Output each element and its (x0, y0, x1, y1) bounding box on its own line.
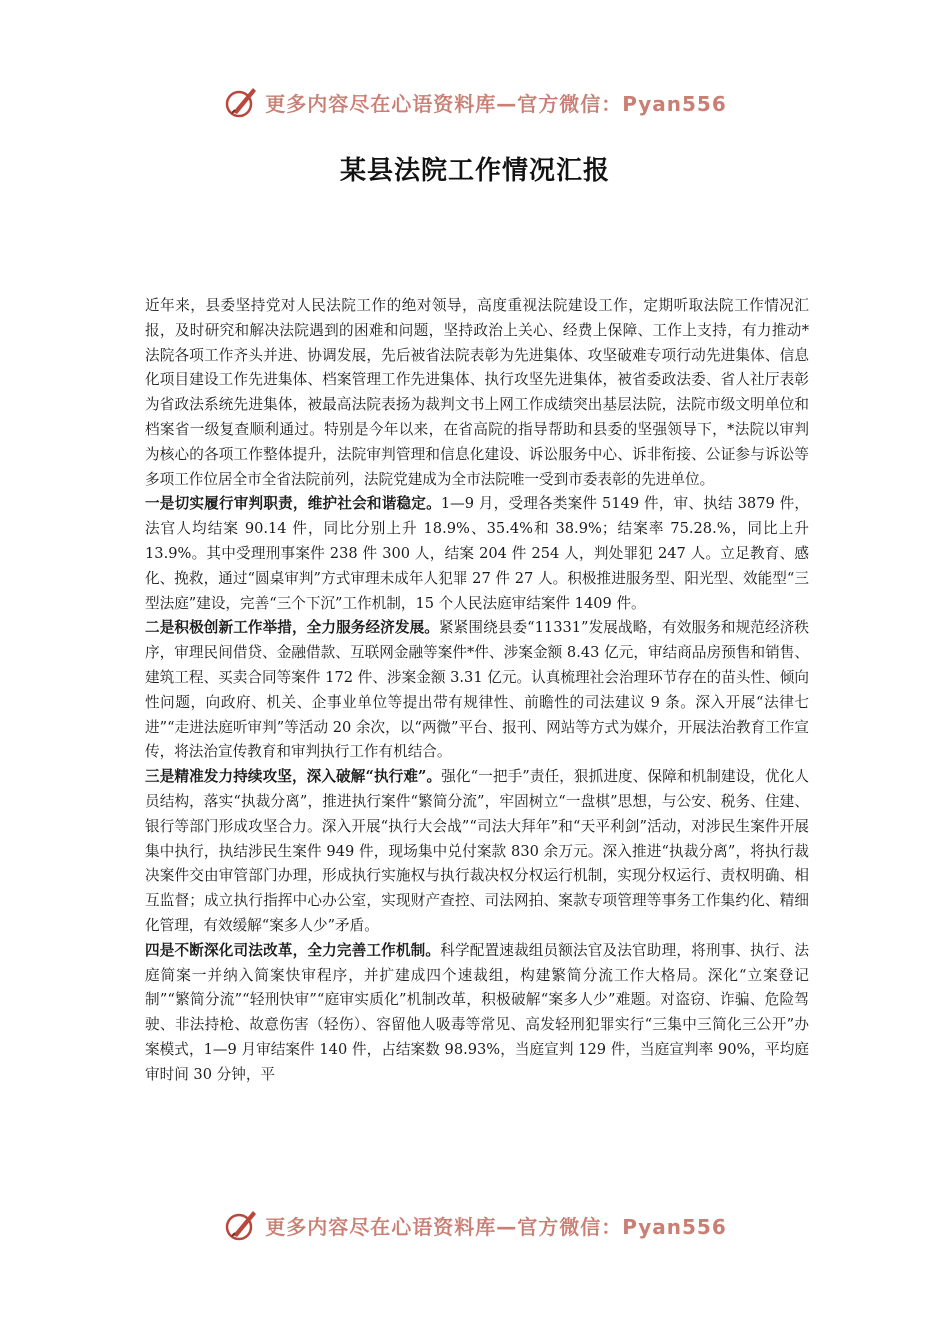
section-paragraph (145, 616, 809, 765)
quill-logo-icon (223, 84, 259, 120)
section-body: 强化“一把手”责任，狠抓进度、保障和机制建设，优化人员结构，落实“执裁分离”，推进执行案件“繁简分流”，牢固树立“一盘棋”思想，与公安、税务、住建、银行等部门形成攻坚合力。深入开展“执行大会战”“司法大拜年”和“天平利剑”活动，对涉民生案件开展集中执行，执结涉民生案件 949 件，现场集中兑付案款 830 余万元。深入推进“执裁分离”，将执行裁决案件交由审管部门办理，形成执行实施权与执行裁决权分权运行机制，实现分权运行、责权明确、相互监督；成立执行指挥中心办公室，实现财产查控、司法网拍、案款专项管理等事务工作集约化、精细化管理，有效缓解“案多人少”矛盾。 (145, 768, 809, 934)
section-heading: 三是精准发力持续攻坚，深入破解“执行难”。 (145, 768, 442, 786)
header-banner (0, 84, 950, 120)
document-body (145, 294, 809, 1088)
banner-text: 更多内容尽在心语资料库—官方微信：Pyan556 (265, 91, 727, 116)
footer-banner (0, 1207, 950, 1243)
quill-logo-icon (223, 1207, 259, 1243)
section-body: 紧紧围绕县委“11331”发展战略，有效服务和规范经济秩序，审理民间借贷、金融借款、互联网金融等案件*件、涉案金额 8.43 亿元，审结商品房预售和销售、建筑工程、买卖合同等案件 172 件、涉案金额 3.31 亿元。认真梳理社会治理环节存在的苗头性、倾向性问题，向政府、机关、企事业单位等提出带有规律性、前瞻性的司法建议 9 条。深入开展“法律七进”“走进法庭听审判”等活动 20 余次，以“两微”平台、报刊、网站等方式为媒介，开展法治教育工作宣传，将法治宣传教育和审判执行工作有机结合。 (145, 619, 809, 761)
intro-paragraph: 近年来，县委坚持党对人民法院工作的绝对领导，高度重视法院建设工作，定期听取法院工作情况汇报，及时研究和解决法院遇到的困难和问题，坚持政治上关心、经费上保障、工作上支持，有力推动*法院各项工作齐头并进、协调发展，先后被省法院表彰为先进集体、攻坚破难专项行动先进集体、信息化项目建设工作先进集体、档案管理工作先进集体、执行攻坚先进集体，被省委政法委、省人社厅表彰为省政法系统先进集体，被最高法院表扬为裁判文书上网工作成绩突出基层法院，法院市级文明单位和档案省一级复查顺利通过。特别是今年以来，在省高院的指导帮助和县委的坚强领导下，*法院以审判为核心的各项工作整体提升，法院审判管理和信息化建设、诉讼服务中心、诉非衔接、公证参与诉讼等多项工作位居全市全省法院前列，法院党建成为全市法院唯一受到市委表彰的先进单位。 (145, 297, 809, 488)
section-paragraph (145, 492, 809, 616)
section-body: 科学配置速裁组员额法官及法官助理，将刑事、执行、法庭简案一并纳入简案快审程序，并扩建成四个速裁组，构建繁简分流工作大格局。深化“立案登记制”“繁简分流”“轻刑快审”“庭审实质化”机制改革，积极破解“案多人少”难题。对盗窃、诈骗、危险驾驶、非法持枪、故意伤害（轻伤）、容留他人吸毒等常见、高发轻刑犯罪实行“三集中三简化三公开”办案模式，1—9 月审结案件 140 件，占结案数 98.93%，当庭宣判 129 件，当庭宣判率 90%，平均庭审时间 30 分钟，平 (145, 941, 809, 1083)
document-title: 某县法院工作情况汇报 (339, 156, 610, 186)
section-heading: 二是积极创新工作举措，全力服务经济发展。 (145, 619, 439, 637)
banner-text: 更多内容尽在心语资料库—官方微信：Pyan556 (265, 1214, 727, 1239)
section-paragraph (145, 939, 809, 1088)
section-heading: 一是切实履行审判职责，维护社会和谐稳定。 (145, 495, 441, 513)
section-body: 1—9 月，受理各类案件 5149 件，审、执结 3879 件，法官人均结案 90.14 件，同比分别上升 18.9%、35.4%和 38.9%；结案率 75.28.%，同比上升 13.9%。其中受理刑事案件 238 件 300 人，结案 204 件 254 人，判处罪犯 247 人。立足教育、感化、挽救，通过“圆桌审判”方式审理未成年人犯罪 27 件 27 人。积极推进服务型、阳光型、效能型“三型法庭”建设，完善“三个下沉”工作机制，15 个人民法庭审结案件 1409 件。 (145, 495, 809, 612)
section-paragraph (145, 765, 809, 939)
section-heading: 四是不断深化司法改革，全力完善工作机制。 (145, 941, 441, 959)
